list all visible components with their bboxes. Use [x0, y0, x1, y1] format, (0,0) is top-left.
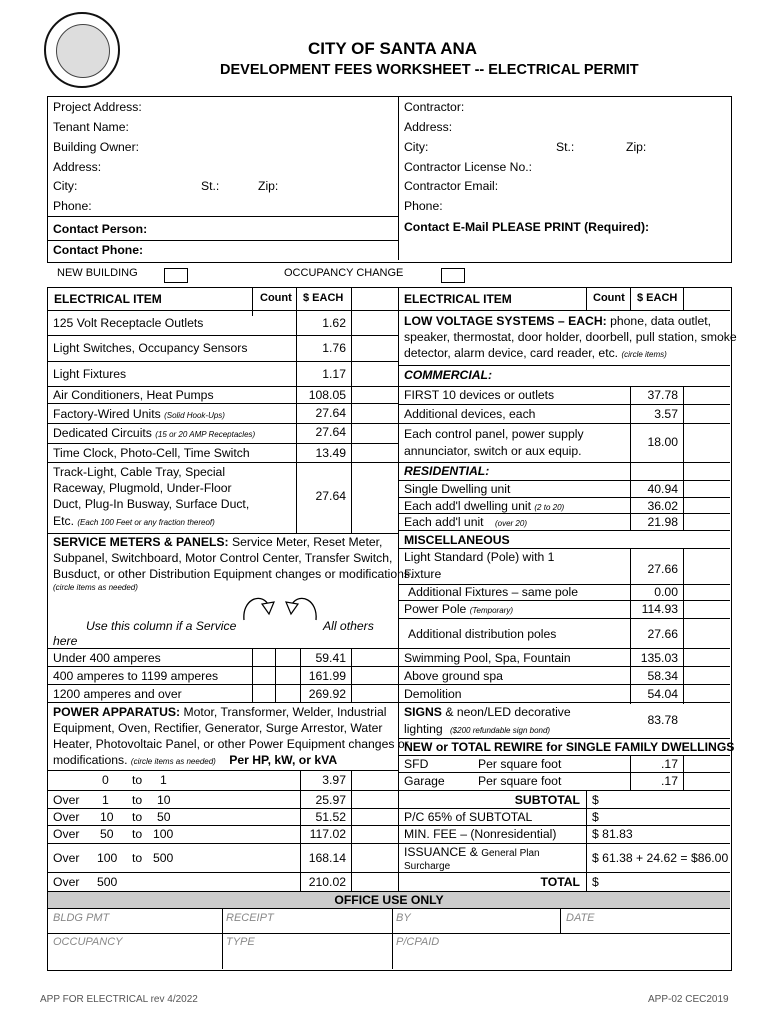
- power-row-5-fee: 168.14: [308, 851, 346, 865]
- low-voltage-line-2: speaker, thermostat, door holder, doorbell, pull station, smoke: [404, 330, 737, 344]
- service-meters-line-2: Subpanel, Switchboard, Motor Control Center, Transfer Switch,: [53, 551, 393, 565]
- single-dwelling-label: Single Dwelling unit: [404, 482, 511, 496]
- contact-phone-field[interactable]: Contact Phone:: [53, 243, 144, 257]
- first-10-devices-label: FIRST 10 devices or outlets: [404, 388, 555, 402]
- under-400-fee: 59.41: [315, 651, 346, 665]
- distribution-poles-label: Additional distribution poles: [408, 627, 557, 641]
- owner-city-field[interactable]: City:: [53, 179, 78, 193]
- seal-emblem-icon: [56, 24, 110, 78]
- total-value[interactable]: $: [592, 875, 599, 889]
- light-standard-line-1: Light Standard (Pole) with 1: [404, 550, 555, 564]
- power-row-3-from: 10: [100, 810, 114, 824]
- sfd-label: SFD: [404, 757, 429, 771]
- left-header-count: Count: [260, 292, 292, 304]
- 400-1199-label: 400 amperes to 1199 amperes: [53, 669, 219, 683]
- track-light-fee: 27.64: [315, 489, 346, 503]
- light-switches-label: Light Switches, Occupancy Sensors: [53, 341, 248, 355]
- track-light-label-1: Track-Light, Cable Tray, Special: [53, 465, 226, 479]
- light-fixtures-label: Light Fixtures: [53, 367, 127, 381]
- dedicated-circuits-fee: 27.64: [315, 425, 346, 439]
- addl-unit-fee: 21.98: [647, 515, 678, 529]
- light-fixtures-fee: 1.17: [322, 367, 346, 381]
- new-building-label: NEW BUILDING: [57, 267, 138, 279]
- pc-label: P/C 65% of SUBTOTAL: [404, 810, 533, 824]
- swimming-pool-label: Swimming Pool, Spa, Fountain: [404, 651, 571, 665]
- power-row-5-to: to: [132, 851, 143, 865]
- additional-devices-fee: 3.57: [654, 407, 678, 421]
- addl-dwelling-label: Each add'l dwelling unit (2 to 20): [404, 499, 565, 513]
- signs-line-2: lighting ($200 refundable sign bond): [404, 722, 551, 736]
- garage-label: Garage: [404, 774, 445, 788]
- power-row-5-over: Over: [53, 851, 80, 865]
- subtotal-label: SUBTOTAL: [514, 793, 580, 807]
- demolition-fee: 54.04: [647, 687, 678, 701]
- additional-devices-label: Additional devices, each: [404, 407, 536, 421]
- left-header-each: $ EACH: [303, 292, 344, 304]
- contact-email-field[interactable]: Contact E-Mail PLEASE PRINT (Required):: [404, 220, 650, 234]
- signs-fee: 83.78: [647, 713, 678, 727]
- power-row-2-to: to: [132, 793, 143, 807]
- contractor-email-field[interactable]: Contractor Email:: [404, 179, 499, 193]
- garage-fee: .17: [661, 774, 678, 788]
- sfd-per: Per square foot: [478, 757, 562, 771]
- control-panel-fee: 18.00: [647, 435, 678, 449]
- subtotal-value[interactable]: $: [592, 793, 599, 807]
- page-title: DEVELOPMENT FEES WORKSHEET -- ELECTRICAL PERMIT: [220, 62, 639, 78]
- right-header-item: ELECTRICAL ITEM: [404, 292, 512, 306]
- contact-person-field[interactable]: Contact Person:: [53, 222, 148, 236]
- 1200-over-fee: 269.92: [308, 687, 346, 701]
- receptacle-outlets-fee: 1.62: [322, 316, 346, 330]
- distribution-poles-fee: 27.66: [647, 627, 678, 641]
- power-row-4-from: 50: [100, 827, 114, 841]
- commercial-heading: COMMERCIAL:: [404, 368, 493, 382]
- power-row-2-from: 1: [102, 793, 109, 807]
- service-meters-line-3: Busduct, or other Distribution Equipment changes or modifications.: [53, 567, 414, 581]
- power-row-6-fee: 210.02: [308, 875, 346, 889]
- occupancy-change-label: OCCUPANCY CHANGE: [284, 267, 404, 279]
- power-row-3-fee: 51.52: [315, 810, 346, 824]
- track-light-label-3: Duct, Plug-In Busway, Surface Duct,: [53, 497, 250, 511]
- residential-heading: RESIDENTIAL:: [404, 464, 490, 478]
- power-apparatus-line-1: POWER APPARATUS: Motor, Transformer, Welder, Industrial: [53, 705, 387, 719]
- factory-wired-label: Factory-Wired Units (Solid Hook-Ups): [53, 407, 225, 421]
- contractor-city-field[interactable]: City:: [404, 140, 429, 154]
- type-field[interactable]: TYPE: [226, 936, 255, 948]
- min-fee-value: $ 81.83: [592, 827, 633, 841]
- additional-fixtures-label: Additional Fixtures – same pole: [408, 585, 579, 599]
- power-apparatus-line-2: Equipment, Oven, Rectifier, Generator, Surge Arrestor, Water: [53, 721, 383, 735]
- factory-wired-fee: 27.64: [315, 406, 346, 420]
- pc-paid-field[interactable]: P/CPAID: [396, 936, 440, 948]
- owner-phone-field[interactable]: Phone:: [53, 199, 92, 213]
- curved-arrows-icon: [236, 590, 326, 624]
- project-address-field[interactable]: Project Address:: [53, 100, 142, 114]
- track-light-label-2: Raceway, Plugmold, Under-Floor: [53, 481, 232, 495]
- all-others-label: All others: [323, 619, 374, 633]
- 1200-over-label: 1200 amperes and over: [53, 687, 182, 701]
- receipt-field[interactable]: RECEIPT: [226, 912, 274, 924]
- rewire-heading: NEW or TOTAL REWIRE for SINGLE FAMILY DWELLINGS: [404, 740, 735, 754]
- receptacle-outlets-label: 125 Volt Receptacle Outlets: [53, 316, 204, 330]
- owner-zip-field[interactable]: Zip:: [258, 179, 279, 193]
- air-conditioners-fee: 108.05: [308, 388, 346, 402]
- power-row-4-fee: 117.02: [309, 827, 346, 841]
- owner-address-field[interactable]: Address:: [53, 160, 102, 174]
- power-pole-fee: 114.93: [641, 602, 678, 616]
- power-row-4-to: to: [132, 827, 143, 841]
- pc-value[interactable]: $: [592, 810, 599, 824]
- power-row-5-upto: 500: [153, 851, 174, 865]
- occupancy-change-checkbox[interactable]: [441, 268, 465, 283]
- contractor-field[interactable]: Contractor:: [404, 100, 465, 114]
- power-row-4-over: Over: [53, 827, 80, 841]
- signs-line-1: SIGNS & neon/LED decorative: [404, 705, 571, 719]
- power-row-1-fee: 3.97: [322, 773, 346, 787]
- power-row-4-upto: 100: [153, 827, 174, 841]
- above-ground-spa-fee: 58.34: [647, 669, 678, 683]
- low-voltage-line-1: LOW VOLTAGE SYSTEMS – EACH: phone, data outlet,: [404, 314, 712, 328]
- power-apparatus-line-4: modifications. (circle items as needed) Per HP, kW, or kVA: [53, 753, 338, 767]
- date-field[interactable]: DATE: [566, 912, 595, 924]
- power-row-1-from: 0: [102, 773, 109, 787]
- occupancy-field[interactable]: OCCUPANCY: [53, 936, 123, 948]
- light-standard-fee: 27.66: [647, 562, 678, 576]
- sfd-fee: .17: [661, 757, 678, 771]
- misc-heading: MISCELLANEOUS: [404, 533, 510, 547]
- single-dwelling-fee: 40.94: [647, 482, 678, 496]
- air-conditioners-label: Air Conditioners, Heat Pumps: [53, 388, 214, 402]
- service-meters-line-1: SERVICE METERS & PANELS: Service Meter, Reset Meter,: [53, 535, 383, 549]
- addl-unit-label: Each add'l unit (over 20): [404, 515, 527, 529]
- new-building-checkbox[interactable]: [164, 268, 188, 283]
- info-box: [47, 96, 732, 263]
- total-label: TOTAL: [540, 875, 580, 889]
- city-name: CITY OF SANTA ANA: [308, 39, 478, 58]
- surcharge-label: Surcharge: [404, 861, 451, 872]
- control-panel-line-2: annunciator, switch or aux equip.: [404, 444, 582, 458]
- demolition-label: Demolition: [404, 687, 462, 701]
- power-row-1-upto: 1: [160, 773, 167, 787]
- power-pole-label: Power Pole (Temporary): [404, 602, 513, 616]
- addl-dwelling-fee: 36.02: [647, 499, 678, 513]
- above-ground-spa-label: Above ground spa: [404, 669, 503, 683]
- here-label: here: [53, 634, 78, 648]
- tenant-name-field[interactable]: Tenant Name:: [53, 120, 129, 134]
- contractor-state-field[interactable]: St.:: [556, 140, 575, 154]
- swimming-pool-fee: 135.03: [640, 651, 678, 665]
- building-owner-field[interactable]: Building Owner:: [53, 140, 140, 154]
- control-panel-line-1: Each control panel, power supply: [404, 427, 584, 441]
- power-row-6-over: Over: [53, 875, 80, 889]
- under-400-label: Under 400 amperes: [53, 651, 161, 665]
- track-light-label-4: Etc. (Each 100 Feet or any fraction thereof): [53, 514, 215, 528]
- garage-per: Per square foot: [478, 774, 562, 788]
- light-switches-fee: 1.76: [322, 341, 346, 355]
- light-standard-line-2: Fixture: [404, 567, 442, 581]
- right-header-each: $ EACH: [637, 292, 678, 304]
- contractor-address-field[interactable]: Address:: [404, 120, 453, 134]
- min-fee-label: MIN. FEE – (Nonresidential): [404, 827, 557, 841]
- power-row-2-upto: 10: [157, 793, 171, 807]
- contractor-phone-field[interactable]: Phone:: [404, 199, 443, 213]
- power-row-3-over: Over: [53, 810, 80, 824]
- power-row-1-to: to: [132, 773, 143, 787]
- power-row-3-upto: 50: [157, 810, 171, 824]
- low-voltage-line-3: detector, alarm device, card reader, etc. (circle items): [404, 346, 667, 360]
- footer-form-revision: APP FOR ELECTRICAL rev 4/2022: [40, 994, 198, 1005]
- power-row-5-from: 100: [97, 851, 118, 865]
- office-use-title: OFFICE USE ONLY: [334, 893, 444, 907]
- issuance-value: $ 61.38 + 24.62 = $86.00: [592, 851, 729, 865]
- city-seal: [44, 12, 120, 88]
- power-row-2-over: Over: [53, 793, 80, 807]
- dedicated-circuits-label: Dedicated Circuits (15 or 20 AMP Receptacles): [53, 426, 256, 440]
- power-row-3-to: to: [132, 810, 143, 824]
- right-header-count: Count: [593, 292, 625, 304]
- use-this-column-label: Use this column if a Service: [86, 619, 237, 633]
- first-10-devices-fee: 37.78: [647, 388, 678, 402]
- power-apparatus-line-3: Heater, Photovoltaic Panel, or other Power Equipment changes or: [53, 737, 409, 751]
- contractor-zip-field[interactable]: Zip:: [626, 140, 647, 154]
- left-header-item: ELECTRICAL ITEM: [54, 292, 162, 306]
- owner-state-field[interactable]: St.:: [201, 179, 220, 193]
- by-field[interactable]: BY: [396, 912, 411, 924]
- service-meters-note: (circle items as needed): [53, 583, 138, 592]
- issuance-label: ISSUANCE & General Plan: [404, 845, 540, 859]
- contractor-license-field[interactable]: Contractor License No.:: [404, 160, 533, 174]
- bldg-pmt-field[interactable]: BLDG PMT: [53, 912, 110, 924]
- 400-1199-fee: 161.99: [308, 669, 346, 683]
- additional-fixtures-fee: 0.00: [654, 585, 678, 599]
- time-clock-fee: 13.49: [315, 446, 346, 460]
- time-clock-label: Time Clock, Photo-Cell, Time Switch: [53, 446, 250, 460]
- footer-form-code: APP-02 CEC2019: [648, 994, 729, 1005]
- power-row-6-from: 500: [97, 875, 118, 889]
- power-row-2-fee: 25.97: [315, 793, 346, 807]
